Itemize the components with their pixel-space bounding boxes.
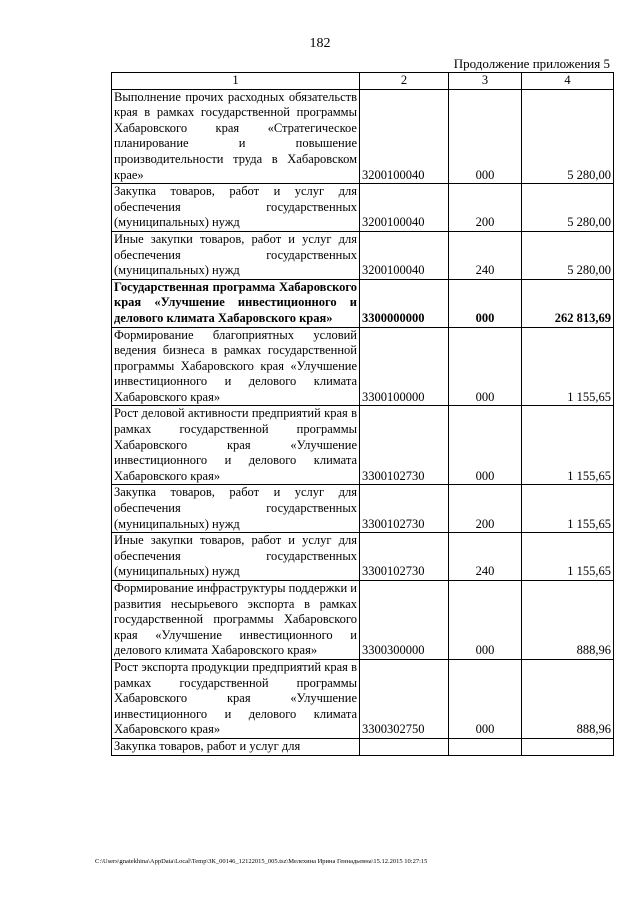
file-path-footer: C:\Users\gnatekhina\AppData\Local\Temp\ЗК_00146_12122015_005.tsz\Мелехина Ирина Геннадьевна\15.12.2015 10:27:15 <box>95 858 428 865</box>
row-name-cell: Государственная программа Хабаровского края «Улучшение инвестиционного и делового климата Хабаровского края» <box>112 279 360 327</box>
header-cell-type: 3 <box>449 73 522 90</box>
page-number: 182 <box>309 36 331 51</box>
budget-table <box>111 72 614 756</box>
row-code-cell: 3300302750 <box>360 659 449 738</box>
header-cell-amount: 4 <box>522 73 614 90</box>
row-code-cell: 3200100040 <box>360 89 449 184</box>
row-type-cell: 000 <box>449 89 522 184</box>
row-name-cell: Формирование благоприятных условий ведения бизнеса в рамках государственной программы Хабаровского края «Улучшение инвестиционного и делового климата Хабаровского края» <box>112 327 360 406</box>
row-type-cell: 000 <box>449 279 522 327</box>
row-amount-cell: 888,96 <box>522 581 614 660</box>
row-type-cell <box>449 738 522 755</box>
row-name-cell: Выполнение прочих расходных обязательств края в рамках государственной программы Хабаровского края «Стратегическое планирование и повышение производительности труда в Хабаровском крае» <box>112 89 360 184</box>
table-row <box>112 327 614 406</box>
table-header-row <box>112 73 614 90</box>
row-code-cell: 3300300000 <box>360 581 449 660</box>
row-type-cell: 240 <box>449 231 522 279</box>
row-code-cell: 3300102730 <box>360 406 449 485</box>
table-row <box>112 738 614 755</box>
table-row <box>112 89 614 184</box>
row-name-cell: Формирование инфраструктуры поддержки и развития несырьевого экспорта в рамках государственной программы Хабаровского края «Улучшение инвестиционного и делового климата Хабаровского края» <box>112 581 360 660</box>
row-name-cell: Закупка товаров, работ и услуг для <box>112 738 360 755</box>
row-code-cell: 3200100040 <box>360 231 449 279</box>
row-amount-cell: 1 155,65 <box>522 406 614 485</box>
row-name-cell: Закупка товаров, работ и услуг для обеспечения государственных (муниципальных) нужд <box>112 485 360 533</box>
row-amount-cell <box>522 738 614 755</box>
row-code-cell: 3300102730 <box>360 533 449 581</box>
row-code-cell: 3300100000 <box>360 327 449 406</box>
row-name-cell: Иные закупки товаров, работ и услуг для обеспечения государственных (муниципальных) нужд <box>112 231 360 279</box>
table-row <box>112 581 614 660</box>
row-type-cell: 000 <box>449 581 522 660</box>
header-cell-name: 1 <box>112 73 360 90</box>
header-cell-code: 2 <box>360 73 449 90</box>
row-amount-cell: 5 280,00 <box>522 231 614 279</box>
table-row <box>112 406 614 485</box>
row-code-cell: 3300102730 <box>360 485 449 533</box>
row-type-cell: 200 <box>449 485 522 533</box>
row-name-cell: Рост деловой активности предприятий края в рамках государственной программы Хабаровского края «Улучшение инвестиционного и делового климата Хабаровского края» <box>112 406 360 485</box>
row-amount-cell: 1 155,65 <box>522 327 614 406</box>
row-amount-cell: 262 813,69 <box>522 279 614 327</box>
row-type-cell: 000 <box>449 406 522 485</box>
row-amount-cell: 5 280,00 <box>522 89 614 184</box>
row-type-cell: 240 <box>449 533 522 581</box>
row-code-cell: 3200100040 <box>360 184 449 232</box>
row-amount-cell: 5 280,00 <box>522 184 614 232</box>
row-amount-cell: 1 155,65 <box>522 485 614 533</box>
table-row <box>112 485 614 533</box>
row-code-cell: 3300000000 <box>360 279 449 327</box>
row-name-cell: Закупка товаров, работ и услуг для обеспечения государственных (муниципальных) нужд <box>112 184 360 232</box>
table-row <box>112 533 614 581</box>
row-type-cell: 000 <box>449 327 522 406</box>
appendix-continuation-note: Продолжение приложения 5 <box>453 56 610 71</box>
table-row <box>112 231 614 279</box>
table-row <box>112 659 614 738</box>
table-row <box>112 184 614 232</box>
row-type-cell: 000 <box>449 659 522 738</box>
table-row <box>112 279 614 327</box>
row-amount-cell: 888,96 <box>522 659 614 738</box>
row-amount-cell: 1 155,65 <box>522 533 614 581</box>
row-name-cell: Иные закупки товаров, работ и услуг для обеспечения государственных (муниципальных) нужд <box>112 533 360 581</box>
row-name-cell: Рост экспорта продукции предприятий края в рамках государственной программы Хабаровского края «Улучшение инвестиционного и делового климата Хабаровского края» <box>112 659 360 738</box>
row-type-cell: 200 <box>449 184 522 232</box>
row-code-cell <box>360 738 449 755</box>
